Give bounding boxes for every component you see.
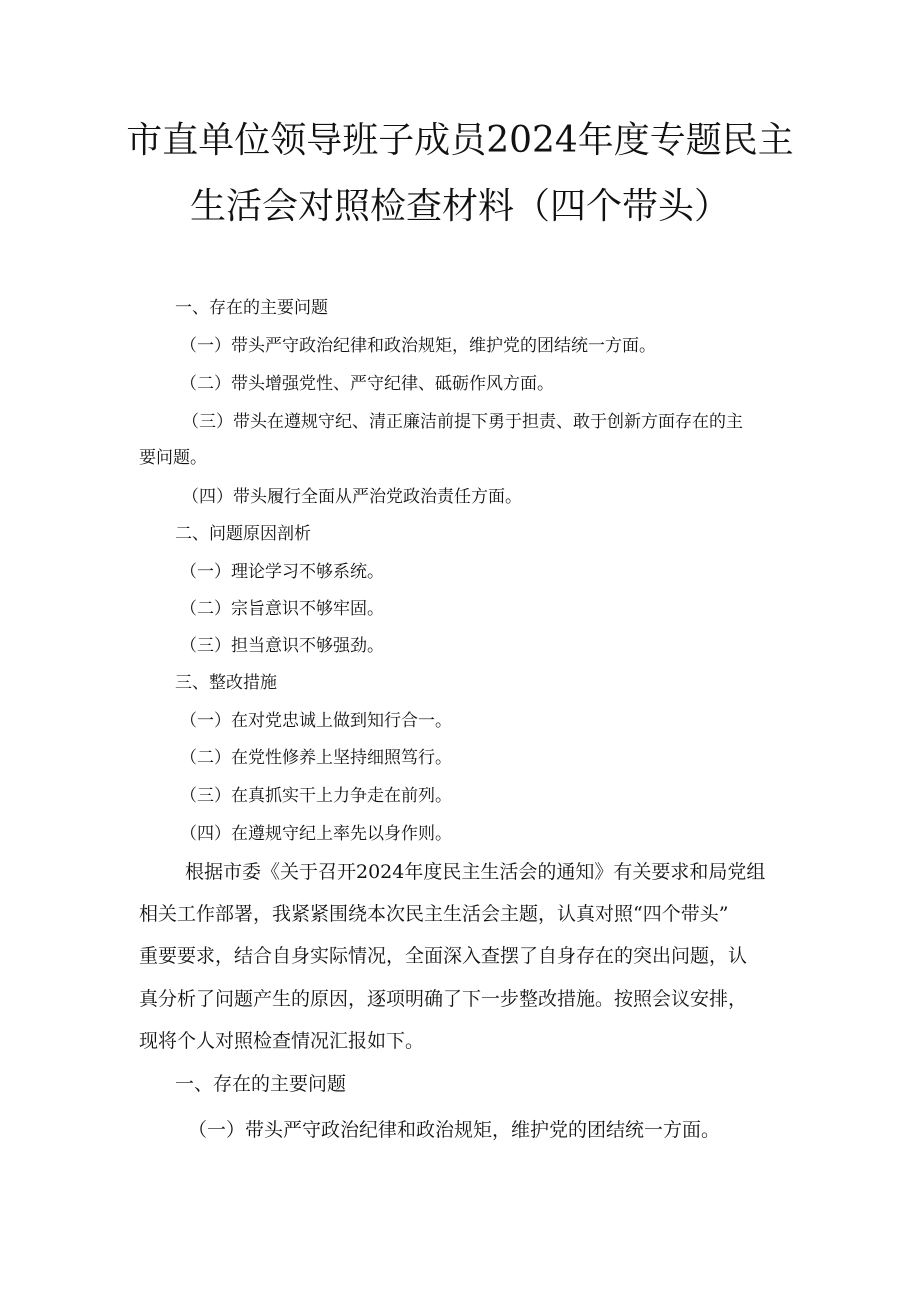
outline-section-2: 二、问题原因剖析 (175, 524, 311, 544)
outline-item: （一）理论学习不够系统。 (180, 562, 384, 582)
outline-section-1: 一、存在的主要问题 (175, 298, 328, 318)
body-paragraph-line: 现将个人对照检查情况汇报如下。 (139, 1030, 425, 1052)
outline-item: （三）带头在遵规守纪、清正廉洁前提下勇于担责、敢于创新方面存在的主 (182, 412, 743, 432)
body-subsection: （一）带头严守政治纪律和政治规矩，维护党的团结统一方面。 (188, 1119, 721, 1141)
outline-item: （一）在对党忠诚上做到知行合一。 (180, 711, 452, 731)
body-paragraph-line: 根据市委《关于召开2024年度民主生活会的通知》有关要求和局党组 (185, 861, 766, 883)
outline-section-3: 三、整改措施 (175, 673, 277, 693)
outline-item: （三）在真抓实干上力争走在前列。 (180, 786, 452, 806)
outline-item: （二）在党性修养上坚持细照笃行。 (180, 748, 452, 768)
outline-item: （二）宗旨意识不够牢固。 (180, 599, 384, 619)
outline-item-continued: 要问题。 (139, 448, 207, 468)
body-paragraph-line: 相关工作部署，我紧紧围绕本次民主生活会主题，认真对照“四个带头” (139, 903, 729, 925)
title-line-2: 生活会对照检查材料（四个带头） (189, 186, 730, 227)
outline-item: （四）带头履行全面从严治党政治责任方面。 (182, 487, 522, 507)
outline-item: （三）担当意识不够强劲。 (180, 636, 384, 656)
outline-item: （二）带头增强党性、严守纪律、砥砺作风方面。 (180, 374, 554, 394)
outline-item: （一）带头严守政治纪律和政治规矩，维护党的团结统一方面。 (180, 336, 656, 356)
title-line-1: 市直单位领导班子成员2024年度专题民主 (126, 120, 794, 161)
body-paragraph-line: 重要要求，结合自身实际情况，全面深入查摆了自身存在的突出问题，认 (139, 945, 748, 967)
body-section-1: 一、存在的主要问题 (175, 1073, 347, 1095)
outline-item: （四）在遵规守纪上率先以身作则。 (180, 824, 452, 844)
body-paragraph-line: 真分析了问题产生的原因，逐项明确了下一步整改措施。按照会议安排， (139, 988, 748, 1010)
